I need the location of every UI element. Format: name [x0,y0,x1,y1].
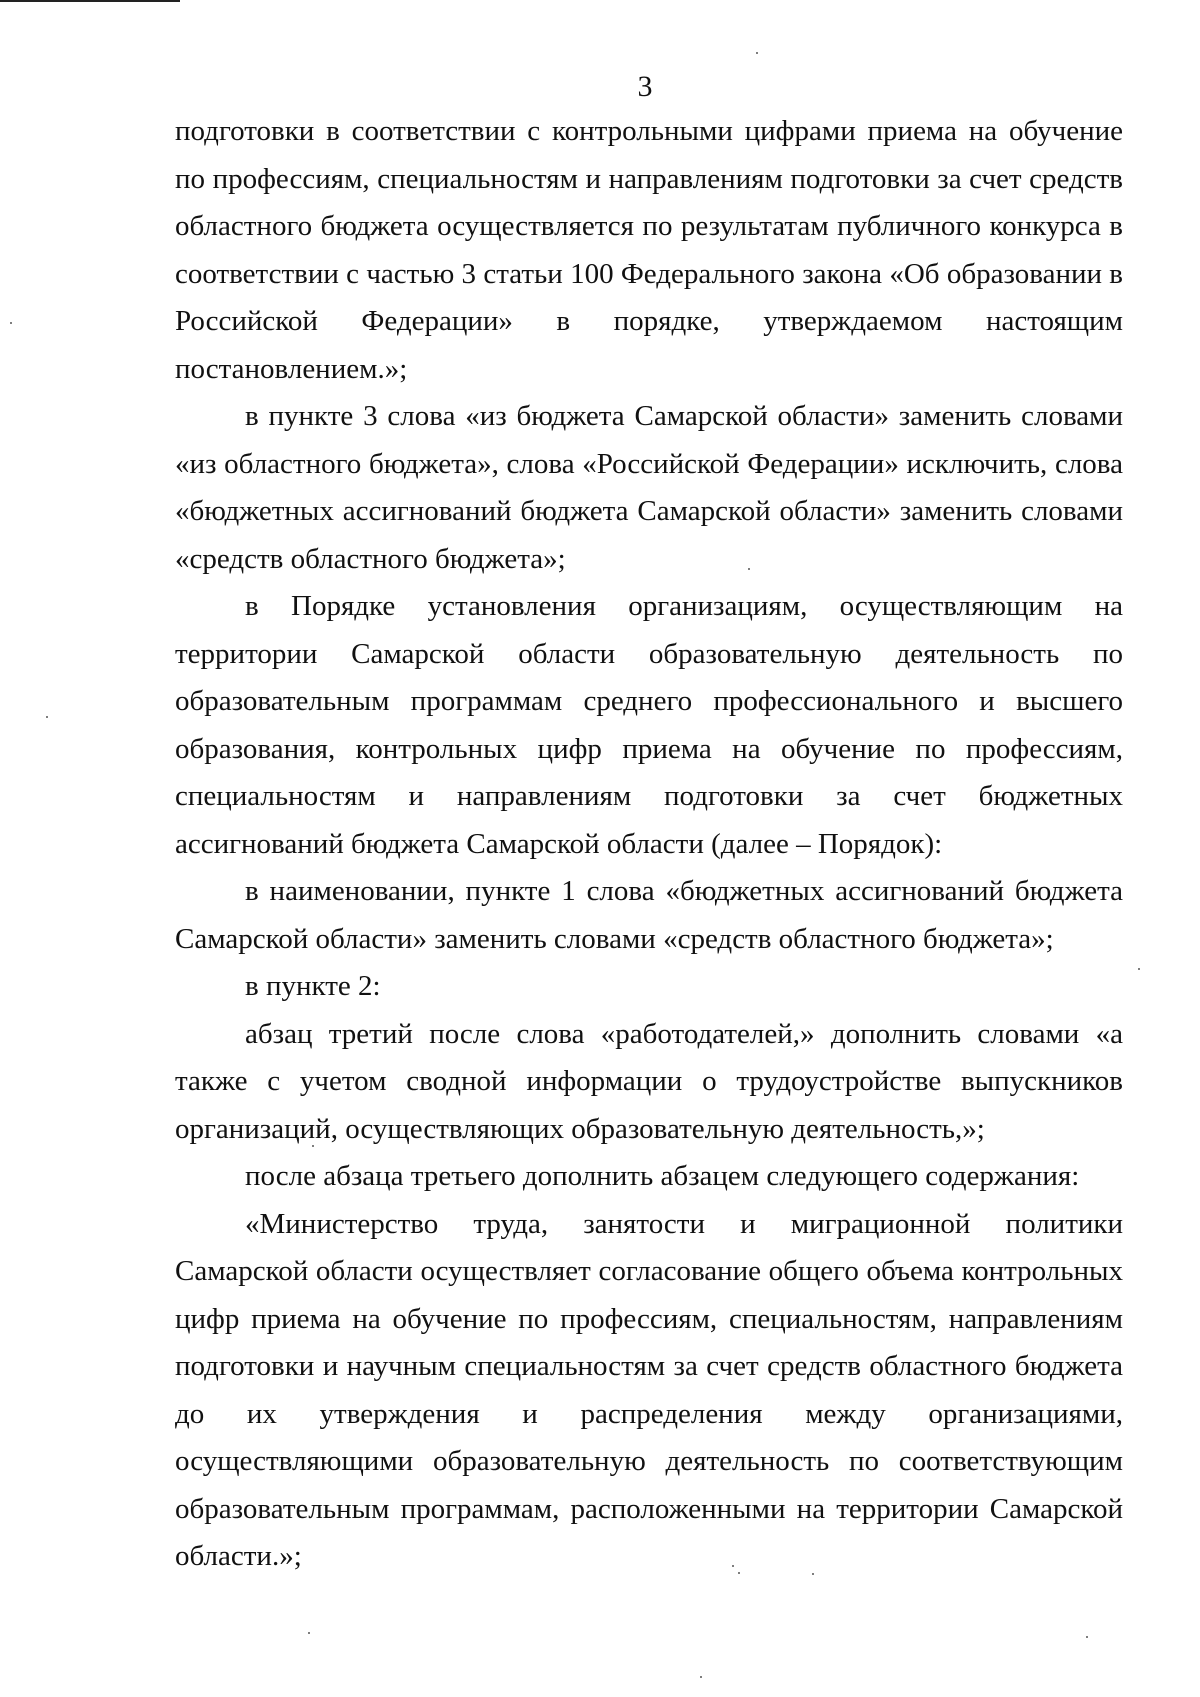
scan-speck [756,52,758,54]
scan-speck [732,1565,734,1567]
paragraph-point-3-amendment: в пункте 3 слова «из бюджета Самарской области» заменить словами «из областного бюджета», слова «Российской Федерации» исключить, слова «бюджетных ассигнований бюджета Самарской области» заменить словами «средств областного бюджета»; [175,400,1123,575]
scan-speck [812,1573,814,1575]
scan-speck [1138,968,1140,970]
scan-speck [312,1145,314,1147]
scan-speck [748,568,750,570]
paragraph-insert-after-third: после абзаца третьего дополнить абзацем следующего содержания: [245,1160,1080,1192]
scan-speck [46,716,48,718]
page-number: 3 [637,70,653,103]
scan-speck [308,1632,310,1634]
scan-speck [738,1572,740,1574]
scan-speck [10,322,12,324]
paragraph-third-subparagraph: абзац третий после слова «работодателей,» дополнить словами «а также с учетом сводной информации о трудоустройстве выпускников организаций, осуществляющих образовательную деятельность,»; [175,1017,1123,1145]
scan-speck [700,1676,702,1678]
paragraph-continuation: подготовки в соответствии с контрольными цифрами приема на обучение по профессиям, специальностям и направлениям подготовки за счет средств областного бюджета осуществляется по результатам публичного конкурса в соответствии с частью 3 статьи 100 Федерального закона «Об образовании в Российской Федерации» в порядке, утверждаемом настоящим постановлением.»; [175,115,1123,385]
paragraph-title-point-1-amendment: в наименовании, пункте 1 слова «бюджетных ассигнований бюджета Самарской области» заменить словами «средств областного бюджета»; [175,875,1123,955]
document-body [175,108,1123,1581]
paragraph-ministry-clause: «Министерство труда, занятости и миграционной политики Самарской области осуществляет согласование общего объема контрольных цифр приема на обучение по профессиям, специальностям, направлениям подготовки и научным специальностям за счет средств областного бюджета до их утверждения и распределения между организациями, осуществляющими образовательную деятельность по соответствующим образовательным программам, расположенными на территории Самарской области.»; [175,1207,1123,1572]
scan-edge-line [0,0,180,2]
paragraph-point-2-heading: в пункте 2: [245,970,381,1002]
paragraph-procedure-intro: в Порядке установления организациям, осуществляющим на территории Самарской области образовательную деятельность по образовательным программам среднего профессионального и высшего образования, контрольных цифр приема на обучение по профессиям, специальностям и направлениям подготовки за счет бюджетных ассигнований бюджета Самарской области (далее – Порядок): [175,590,1123,860]
scan-speck [1086,1636,1088,1638]
